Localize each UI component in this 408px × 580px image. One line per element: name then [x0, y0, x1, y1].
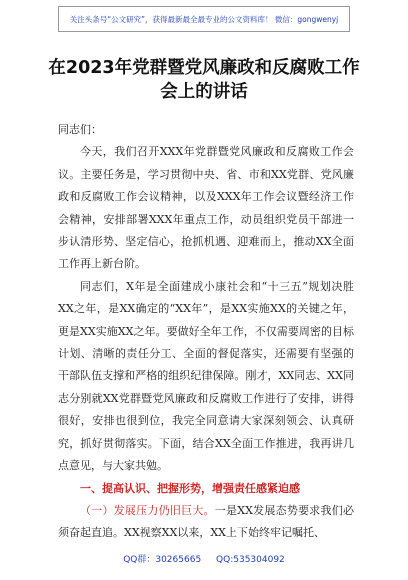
subsection-1-label: （一）发展压力仍旧巨大。 — [80, 503, 215, 517]
footer-qq: QQ:535304092 — [216, 555, 285, 565]
footer-contact — [0, 552, 408, 565]
paragraph-1: 今天，我们召开XXX年党群暨党风廉政和反腐败工作会议。主要任务是，学习贯彻中央、省、市和XX党群、党风廉政和反腐败工作会议精神，以及XXX年工作会议暨经济工作会精神，安排部署XXX年重点工作，动员组织党员干部进一步认清形势、坚定信心，抢抓机遇、迎难而上，推动XX全面工作再上新台阶。 — [58, 145, 354, 271]
subsection-1 — [58, 500, 354, 545]
title-line-2: 会上的讲话 — [160, 82, 248, 102]
document-title — [20, 56, 388, 104]
footer-qq-group: QQ群：30265665 — [123, 555, 202, 565]
promo-banner-text: 关注头条号“公文研究”，获得最新最全最专业的公文资料库！ 微信：gongwenyj — [69, 14, 339, 24]
salutation: 同志们： — [58, 123, 102, 136]
subsection-1-text: 一是XX发展态势要求我们必须奋起直追。XX视察XX以来，XX上下始终牢记嘱托、 — [58, 503, 354, 540]
promo-banner[interactable] — [58, 6, 350, 32]
paragraph-2: 同志们，X年是全面建成小康社会和“十三五”规划决胜XX之年，是XX确定的“XX年”，是XX实施XX的关键之年，更是XX实施XX之年。要做好全年工作，不仅需要周密的目标计划、清晰的责任分工、全面的督促落实，还需要有坚强的干部队伍支撑和严格的组织纪律保障。刚才，XX同志、XX同志分别就XX党群暨党风廉政和反腐败工作进行了安排，讲得很好，安排也很到位，我完全同意请大家深刻领会、认真研究，抓好贯彻落实。下面，结合XX全面工作推进，我再讲几点意见，与大家共勉。 — [58, 279, 354, 473]
document-body — [58, 119, 354, 545]
title-line-1: 在2023年党群暨党风廉政和反腐败工作 — [48, 58, 360, 78]
section-heading-1: 一、提高认识、把握形势，增强责任感紧迫感 — [80, 481, 300, 495]
